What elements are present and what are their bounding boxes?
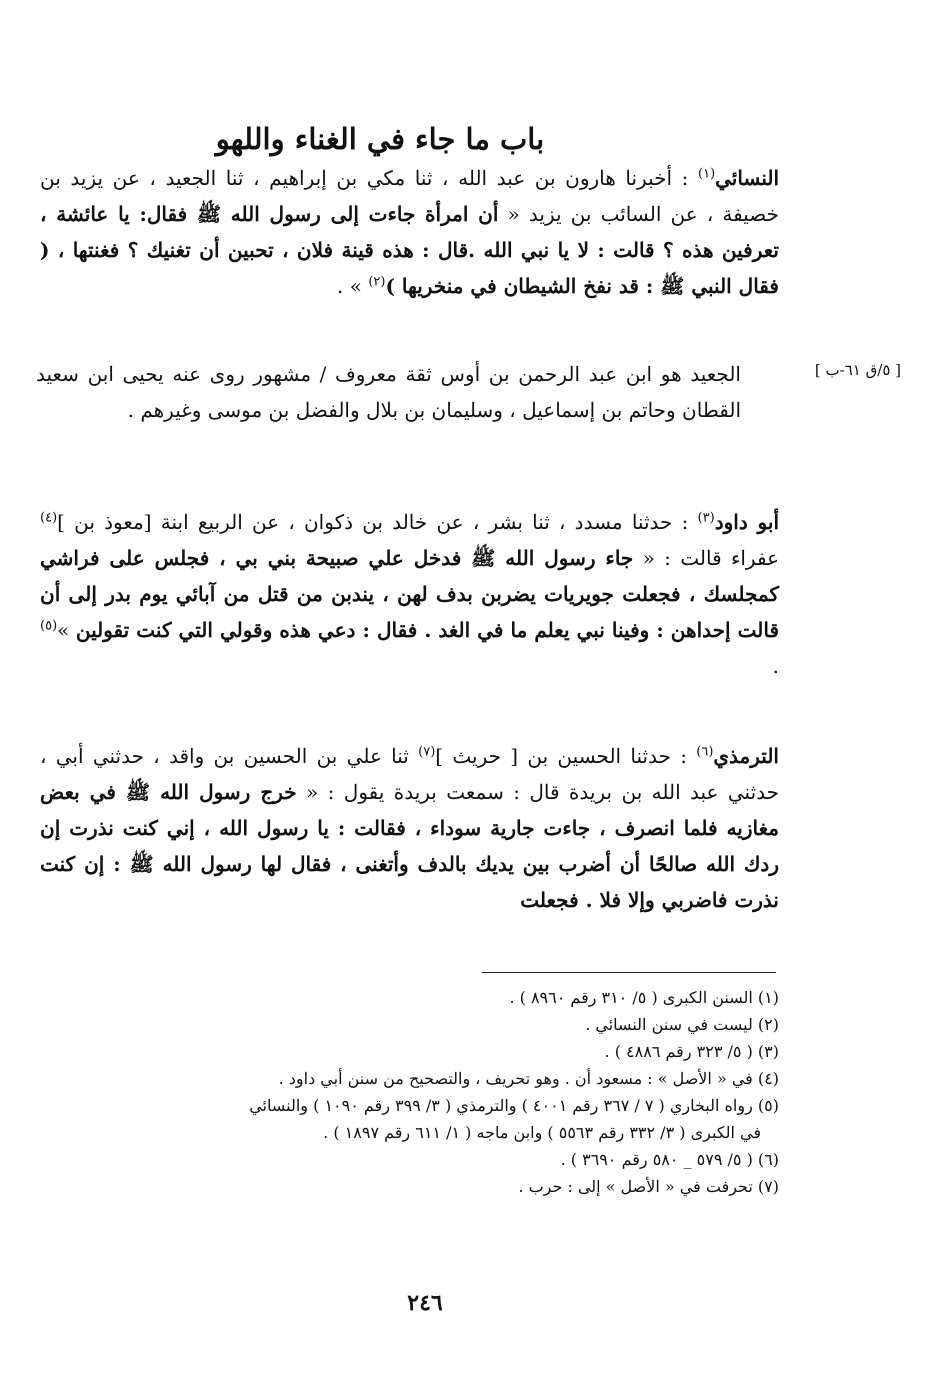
footnote-item-continued: في الكبرى ( ٣/ ٣٣٢ رقم ٥٥٦٣ ) وابن ماجه ( ١/ ٦١١ رقم ١٨٩٧ ) . [323, 1123, 761, 1142]
source-name: الترمذي [713, 744, 779, 768]
paragraph-abu-dawud [40, 504, 779, 684]
footnote-marker: (٥) [40, 618, 58, 634]
end-mark: . [772, 654, 779, 678]
isnad-text-continued: ثنا علي بن الحسين بن واقد ، حدثني أبي ، حدثني عبد الله بن بريدة قال : سمعت بريدة يقول : « [40, 744, 780, 804]
footnote-item: (٤) في « الأصل » : مسعود أن . وهو تحريف ، والتصحيح من سنن أبي داود . [278, 1069, 779, 1088]
isnad-text-continued: عفراء قالت : « [633, 546, 780, 570]
footnotes-list [16, 984, 779, 1200]
footnote-item: (٧) تحرفت في « الأصل » إلى : حرب . [518, 1177, 779, 1196]
footnote-marker: (٧) [418, 744, 436, 760]
closing-mark: » . [337, 274, 369, 298]
source-name: أبو داود [714, 510, 779, 534]
isnad-text: : حدثنا مسدد ، ثنا بشر ، عن خالد بن ذكوان ، عن الربيع ابنة [معوذ بن ] [57, 510, 698, 534]
hadith-text: جاء رسول الله ﷺ فدخل علي صبيحة بني بي ، فجلس على فراشي كمجلسك ، فجعلت جويريات يضربن بدف لهن ، يندبن من قتل من آبائي يوم بدر إلى أن قالت إحداهن : وفينا نبي يعلم ما في الغد . فقال : دعي هذه وقولي التي كنت تقولين [40, 546, 780, 642]
footnote-marker: (١) [698, 166, 716, 182]
paragraph-nasai [40, 160, 779, 304]
chapter-title: باب ما جاء في الغناء واللهو [215, 122, 545, 157]
footnote-item: (٥) رواه البخاري ( ٧ / ٣٦٧ رقم ٤٠٠١ ) والترمذي ( ٣/ ٣٩٩ رقم ١٠٩٠ ) والنسائي [249, 1096, 779, 1115]
isnad-text: : أخبرنا هارون بن عبد الله ، ثنا مكي بن إبراهيم ، ثنا الجعيد ، عن يزيد بن خصيفة ، عن السائب بن يزيد « [40, 166, 779, 226]
page-number: ٢٤٦ [407, 1290, 443, 1316]
paragraph-narrator-note [36, 356, 741, 428]
narrator-note-text: الجعيد هو ابن عبد الرحمن بن أوس ثقة معروف / مشهور روى عنه يحيى ابن سعيد القطان وحاتم بن إسماعيل ، وسليمان بن بلال والفضل بن موسى وغيرهم . [36, 362, 741, 422]
footnote-item: (٢) ليست في سنن النسائي . [585, 1015, 779, 1034]
hadith-text: خرج رسول الله ﷺ في بعض مغازيه فلما انصرف ، جاءت جارية سوداء ، فقالت : يا رسول الله ، إني كنت نذرت إن ردك الله صالحًا أن أضرب بين يديك بالدف وأتغنى ، فقال لها رسول الله ﷺ : إن كنت نذرت فاضربي وإلا فلا . فجعلت [40, 780, 779, 912]
footnote-item: (١) السنن الكبرى ( ٥/ ٣١٠ رقم ٨٩٦٠ ) . [509, 988, 779, 1007]
paragraph-tirmidhi [40, 738, 779, 918]
hadith-text: أن امرأة جاءت إلى رسول الله ﷺ فقال: يا عائشة ، تعرفين هذه ؟ قالت : لا يا نبي الله .قال : هذه قينة فلان ، تحبين أن تغنيك ؟ فغنتها ، ( فقال النبي ﷺ : قد نفخ الشيطان في منخريها ) [40, 202, 779, 298]
footnote-marker: (٣) [697, 510, 715, 526]
footnote-item: (٣) ( ٥/ ٣٢٣ رقم ٤٨٨٦ ) . [604, 1042, 779, 1061]
footnote-marker: (٢) [368, 274, 386, 290]
closing-mark: » [57, 618, 76, 642]
isnad-text: : حدثنا الحسين بن [ حريث ] [435, 744, 697, 768]
source-name: النسائي [715, 166, 779, 190]
footnote-item: (٦) ( ٥/ ٥٧٩ _ ٥٨٠ رقم ٣٦٩٠ ) . [560, 1150, 779, 1169]
footnote-separator [482, 972, 776, 973]
footnote-marker: (٤) [40, 510, 58, 526]
manuscript-folio-reference: [ ٥/ق ٦١-ب ] [814, 361, 901, 379]
footnote-marker: (٦) [696, 744, 714, 760]
